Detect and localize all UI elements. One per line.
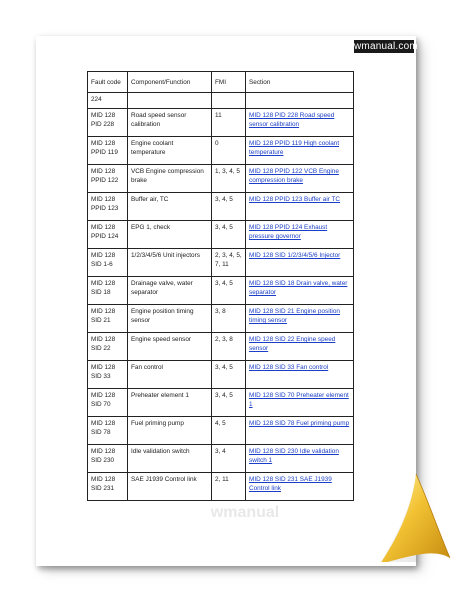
cell-component: SAE J1939 Control link: [128, 473, 212, 501]
table-row: [88, 277, 354, 305]
section-link[interactable]: MID 128 SID 70 Preheater element 1: [249, 392, 349, 408]
cell-section: [246, 417, 354, 445]
section-link[interactable]: MID 128 PPID 123 Buffer air TC: [249, 196, 341, 203]
table-row: [88, 221, 354, 249]
section-link[interactable]: MID 128 SID 1/2/3/4/5/6 Injector: [249, 252, 341, 259]
section-link[interactable]: MID 128 PPID 124 Exhaust pressure governor: [249, 224, 328, 240]
table-row: [88, 417, 354, 445]
table-row: [88, 305, 354, 333]
cell-fault-code: MID 128 SID 22: [88, 333, 128, 361]
cell-fmi: 11: [212, 109, 246, 137]
header-component: Component/Function: [128, 72, 212, 93]
cell-fmi: 3, 8: [212, 305, 246, 333]
cell-component: EPG 1, check: [128, 221, 212, 249]
table-row: [88, 445, 354, 473]
section-link[interactable]: MID 128 PPID 119 High coolant temperature: [249, 140, 340, 156]
cell-fmi: 4, 5: [212, 417, 246, 445]
cell-fmi: 3, 4, 5: [212, 193, 246, 221]
cell-component: Buffer air, TC: [128, 193, 212, 221]
section-link[interactable]: MID 128 SID 231 SAE J1939 Control link: [249, 476, 332, 492]
cell-component: Fan control: [128, 361, 212, 389]
table-row: [88, 361, 354, 389]
cell-fmi: 2, 11: [212, 473, 246, 501]
table-row: [88, 193, 354, 221]
table-row: [88, 137, 354, 165]
cell-section: [246, 389, 354, 417]
cell-section: [246, 165, 354, 193]
cell-fmi: 3, 4, 5: [212, 389, 246, 417]
page-curl-icon: [376, 472, 456, 562]
cell-fmi: [212, 93, 246, 109]
cell-fmi: 3, 4, 5: [212, 277, 246, 305]
cell-fault-code: MID 128 SID 33: [88, 361, 128, 389]
cell-component: Idle validation switch: [128, 445, 212, 473]
table-row: [88, 389, 354, 417]
table-header-row: [88, 72, 354, 93]
cell-section: [246, 305, 354, 333]
cell-fault-code: MID 128 SID 18: [88, 277, 128, 305]
cell-component: Preheater element 1: [128, 389, 212, 417]
cell-component: [128, 93, 212, 109]
cell-section: [246, 93, 354, 109]
cell-section: [246, 193, 354, 221]
section-link[interactable]: MID 128 SID 230 Idle validation switch 1: [249, 448, 339, 464]
table-row: [88, 93, 354, 109]
cell-fmi: 2, 3, 4, 5, 7, 11: [212, 249, 246, 277]
cell-fault-code: MID 128 SID 1-6: [88, 249, 128, 277]
cell-section: [246, 249, 354, 277]
cell-section: [246, 445, 354, 473]
cell-section: [246, 333, 354, 361]
cell-component: Road speed sensor calibration: [128, 109, 212, 137]
watermark-logo: wmanual: [210, 504, 280, 521]
cell-section: [246, 361, 354, 389]
cell-section: [246, 277, 354, 305]
table-row: [88, 109, 354, 137]
cell-component: 1/2/3/4/5/6 Unit injectors: [128, 249, 212, 277]
cell-fault-code: MID 128 SID 230: [88, 445, 128, 473]
section-link[interactable]: MID 128 SID 18 Drain valve, water separator: [249, 280, 348, 296]
watermark-label: wmanual.com: [354, 41, 418, 52]
header-fmi: FMI: [212, 72, 246, 93]
cell-section: [246, 221, 354, 249]
cell-fault-code: MID 128 PPID 119: [88, 137, 128, 165]
section-link[interactable]: MID 128 PPID 122 VCB Engine compression brake: [249, 168, 339, 184]
cell-fault-code: MID 128 SID 231: [88, 473, 128, 501]
cell-component: Engine position timing sensor: [128, 305, 212, 333]
section-link[interactable]: MID 128 SID 33 Fan control: [249, 364, 329, 371]
header-section: Section: [246, 72, 354, 93]
cell-fault-code: MID 128 PPID 122: [88, 165, 128, 193]
cell-component: Drainage valve, water separator: [128, 277, 212, 305]
cell-fmi: 2, 3, 8: [212, 333, 246, 361]
section-link[interactable]: MID 128 SID 22 Engine speed sensor: [249, 336, 336, 352]
cell-fmi: 3, 4, 5: [212, 361, 246, 389]
fault-code-table: [87, 71, 354, 501]
cell-fault-code: MID 128 PPID 124: [88, 221, 128, 249]
cell-fault-code: MID 128 PPID 123: [88, 193, 128, 221]
cell-fault-code: MID 128 PID 228: [88, 109, 128, 137]
section-link[interactable]: MID 128 PID 228 Road speed sensor calibration: [249, 112, 335, 128]
cell-fmi: 3, 4: [212, 445, 246, 473]
table-row: [88, 165, 354, 193]
cell-fault-code: 224: [88, 93, 128, 109]
header-fault-code: Fault code: [88, 72, 128, 93]
table-row: [88, 249, 354, 277]
table-row: [88, 473, 354, 501]
cell-component: Engine speed sensor: [128, 333, 212, 361]
cell-fault-code: MID 128 SID 21: [88, 305, 128, 333]
cell-component: Engine coolant temperature: [128, 137, 212, 165]
cell-fmi: 1, 3, 4, 5: [212, 165, 246, 193]
cell-component: Fuel priming pump: [128, 417, 212, 445]
cell-fmi: 3, 4, 5: [212, 221, 246, 249]
cell-fmi: 0: [212, 137, 246, 165]
cell-section: [246, 473, 354, 501]
cell-fault-code: MID 128 SID 70: [88, 389, 128, 417]
table-row: [88, 333, 354, 361]
section-link[interactable]: MID 128 SID 78 Fuel priming pump: [249, 420, 350, 427]
section-link[interactable]: MID 128 SID 21 Engine position timing sensor: [249, 308, 340, 324]
cell-component: VCB Engine compression brake: [128, 165, 212, 193]
cell-fault-code: MID 128 SID 78: [88, 417, 128, 445]
cell-section: [246, 109, 354, 137]
cell-section: [246, 137, 354, 165]
